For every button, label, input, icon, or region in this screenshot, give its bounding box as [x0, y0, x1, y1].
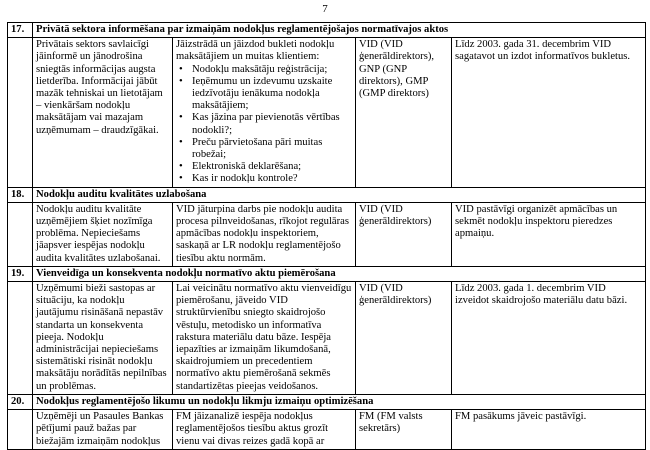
empty-cell: [8, 38, 33, 187]
responsible-cell: VID (VID ģenerāldirektors): [356, 202, 452, 266]
section-number: 20.: [8, 394, 33, 409]
section-number: 17.: [8, 23, 33, 38]
list-item: • Ieņēmumu un izdevumu uzskaite iedzīvotāju ienākuma nodokļa maksātājiem;: [176, 76, 352, 113]
table-row: [8, 282, 646, 395]
table-row: [8, 410, 646, 450]
deadline-cell: FM pasākums jāveic pastāvīgi.: [452, 410, 646, 450]
empty-cell: [8, 202, 33, 266]
section-title: Nodokļu auditu kvalitātes uzlabošana: [33, 187, 646, 202]
section-title: Privātā sektora informēšana par izmaiņām nodokļus reglamentējošajos normatīvajos aktos: [33, 23, 646, 38]
bullet-list: [176, 64, 352, 186]
empty-cell: [8, 282, 33, 395]
list-item: • Preču pārvietošana pāri muitas robežai;: [176, 137, 352, 161]
section-header-row: [8, 187, 646, 202]
action-intro: Jāizstrādā un jāizdod bukleti nodokļu maksātājiem un muitas klientiem:: [176, 39, 335, 63]
section-title: Nodokļus reglamentējošo likumu un nodokļu likmju izmaiņu optimizēšana: [33, 394, 646, 409]
problem-cell: Uzņēmumi bieži sastopas ar situāciju, ka nodokļu jautājumu risināšanā nepastāv standarta un konsekventa pieeja. Nodokļu administrācijai nepieciešams sistemātiski risināt nodokļu maksātāju norādītās nepilnības un problēmas.: [33, 282, 173, 395]
section-header-row: [8, 394, 646, 409]
section-header-row: [8, 266, 646, 281]
responsible-cell: VID (VID ģenerāldirektors): [356, 282, 452, 395]
list-item: • Nodokļu maksātāju reģistrācija;: [176, 64, 352, 76]
deadline-cell: Līdz 2003. gada 1. decembrim VID izveidot skaidrojošo materiālu datu bāzi.: [452, 282, 646, 395]
action-cell: [173, 38, 356, 187]
list-item: • Kas ir nodokļu kontrole?: [176, 173, 352, 185]
section-number: 19.: [8, 266, 33, 281]
responsible-cell: VID (VID ģenerāldirektors), GNP (GNP direktors), GMP (GMP direktors): [356, 38, 452, 187]
action-cell: VID jāturpina darbs pie nodokļu audita procesa pilnveidošanas, rīkojot regulāras apmācības nodokļu inspektoriem, saskaņā ar LR nodokļu reglamentējošo tiesību aktu normām.: [173, 202, 356, 266]
action-cell: Lai veicinātu normatīvo aktu vienveidīgu piemērošanu, jāveido VID struktūrvienību sniegto skaidrojošo vēstuļu, metodisko un informatīva rakstura materiālu datu bāze. Iespēja iepazīties ar izmaiņām likumdošanā, skaidrojumiem un precedentiem normatīvo aktu piemērošanā sekmēs standartizētas pieejas veidošanos.: [173, 282, 356, 395]
action-cell: FM jāizanalizē iespēja nodokļus reglamentējošos tiesību aktus grozīt vienu vai divas reizes gadā kopā ar: [173, 410, 356, 450]
section-number: 18.: [8, 187, 33, 202]
problem-cell: Nodokļu auditu kvalitāte uzņēmējiem šķiet nozīmīga problēma. Nepieciešams jāapsver iespējas nodokļu audita kvalitātes uzlabošanai.: [33, 202, 173, 266]
section-title: Vienveidīga un konsekventa nodokļu normatīvo aktu piemērošana: [33, 266, 646, 281]
table-row: [8, 202, 646, 266]
deadline-cell: Līdz 2003. gada 31. decembrim VID sagatavot un izdot informatīvos bukletus.: [452, 38, 646, 187]
page-number: 7: [322, 3, 328, 15]
list-item: • Elektroniskā deklarēšana;: [176, 161, 352, 173]
section-header-row: [8, 23, 646, 38]
action-plan-table: [7, 22, 646, 450]
empty-cell: [8, 410, 33, 450]
problem-cell: Privātais sektors savlaicīgi jāinformē un jānodrošina sniegtās informācijas augsta lietderība. Informācijai jābūt mazāk tehniskai un lietotājam – vienkāršam nodokļu maksātājam vai mazajam uzņēmumam – draudzīgākai.: [33, 38, 173, 187]
responsible-cell: FM (FM valsts sekretārs): [356, 410, 452, 450]
list-item: • Kas jāzina par pievienotās vērtības nodokli?;: [176, 112, 352, 136]
problem-cell: Uzņēmēji un Pasaules Bankas pētījumi pauž bažas par biežajām izmaiņām nodokļus: [33, 410, 173, 450]
table-row: [8, 38, 646, 187]
deadline-cell: VID pastāvīgi organizēt apmācības un sekmēt nodokļu inspektoru pieredzes apmaiņu.: [452, 202, 646, 266]
